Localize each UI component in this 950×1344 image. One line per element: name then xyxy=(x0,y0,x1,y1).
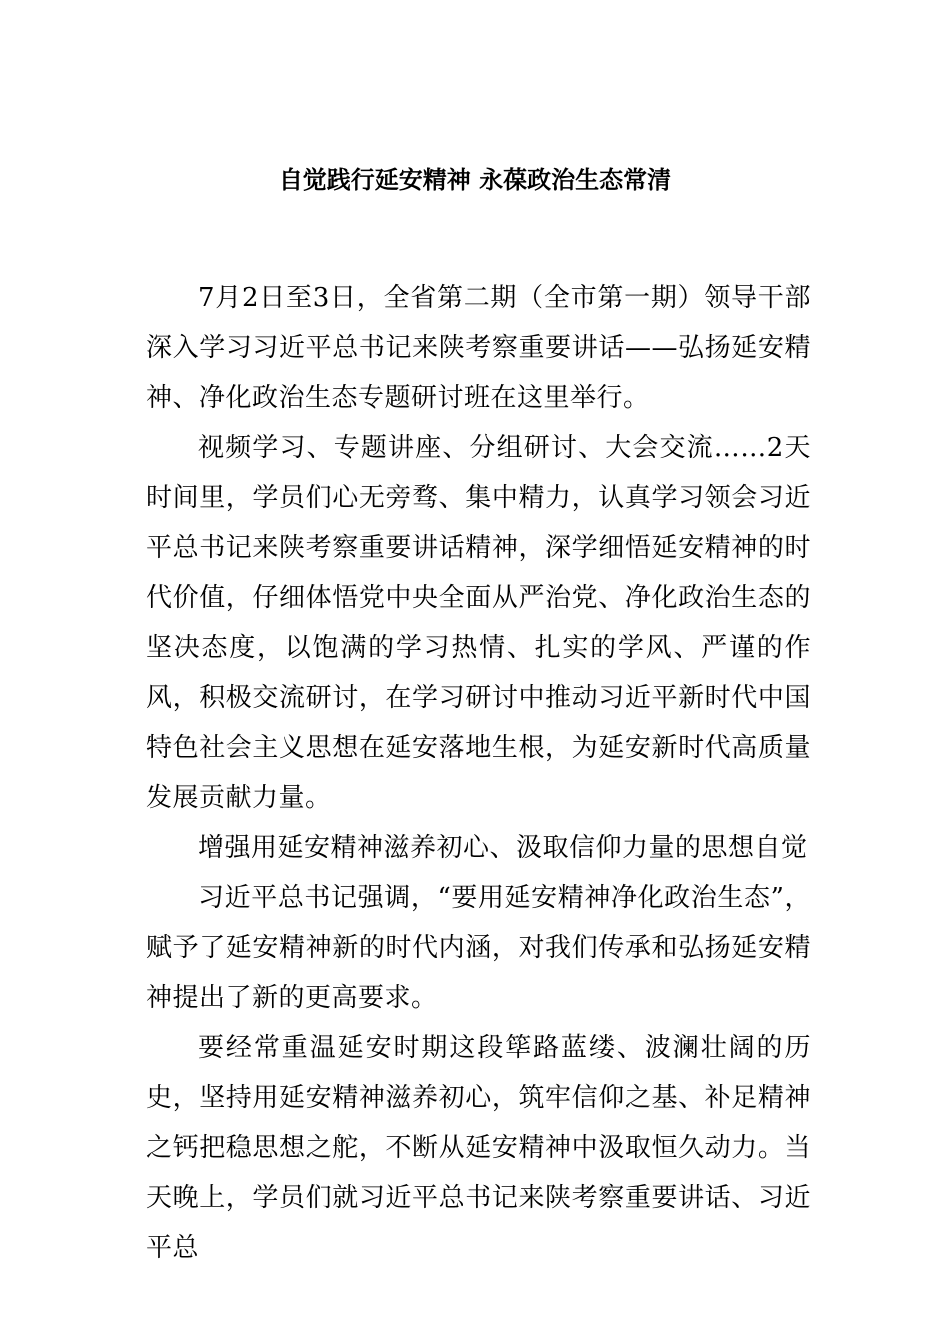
paragraph: 习近平总书记强调，“要用延安精神净化政治生态”，赋予了延安精神新的时代内涵，对我们传承和弘扬延安精神提出了新的更高要求。 xyxy=(146,883,811,1013)
paragraph: 要经常重温延安时期这段筚路蓝缕、波澜壮阔的历史，坚持用延安精神滋养初心，筑牢信仰之基、补足精神之钙把稳思想之舵，不断从延安精神中汲取恒久动力。当天晚上，学员们就习近平总书记来陕考察重要讲话、习近平总 xyxy=(146,1033,811,1263)
document-body xyxy=(146,273,811,1273)
document-title: 自觉践行延安精神 永葆政治生态常清 xyxy=(278,166,672,194)
paragraph: 视频学习、专题讲座、分组研讨、大会交流……2天时间里，学员们心无旁骛、集中精力，认真学习领会习近平总书记来陕考察重要讲话精神，深学细悟延安精神的时代价值，仔细体悟党中央全面从严治党、净化政治生态的坚决态度，以饱满的学习热情、扎实的学风、严谨的作风，积极交流研讨，在学习研讨中推动习近平新时代中国特色社会主义思想在延安落地生根，为延安新时代高质量发展贡献力量。 xyxy=(146,433,811,813)
paragraph: 7月2日至3日，全省第二期（全市第一期）领导干部深入学习习近平总书记来陕考察重要讲话——弘扬延安精神、净化政治生态专题研讨班在这里举行。 xyxy=(146,283,811,413)
section-heading: 增强用延安精神滋养初心、汲取信仰力量的思想自觉 xyxy=(198,833,808,863)
